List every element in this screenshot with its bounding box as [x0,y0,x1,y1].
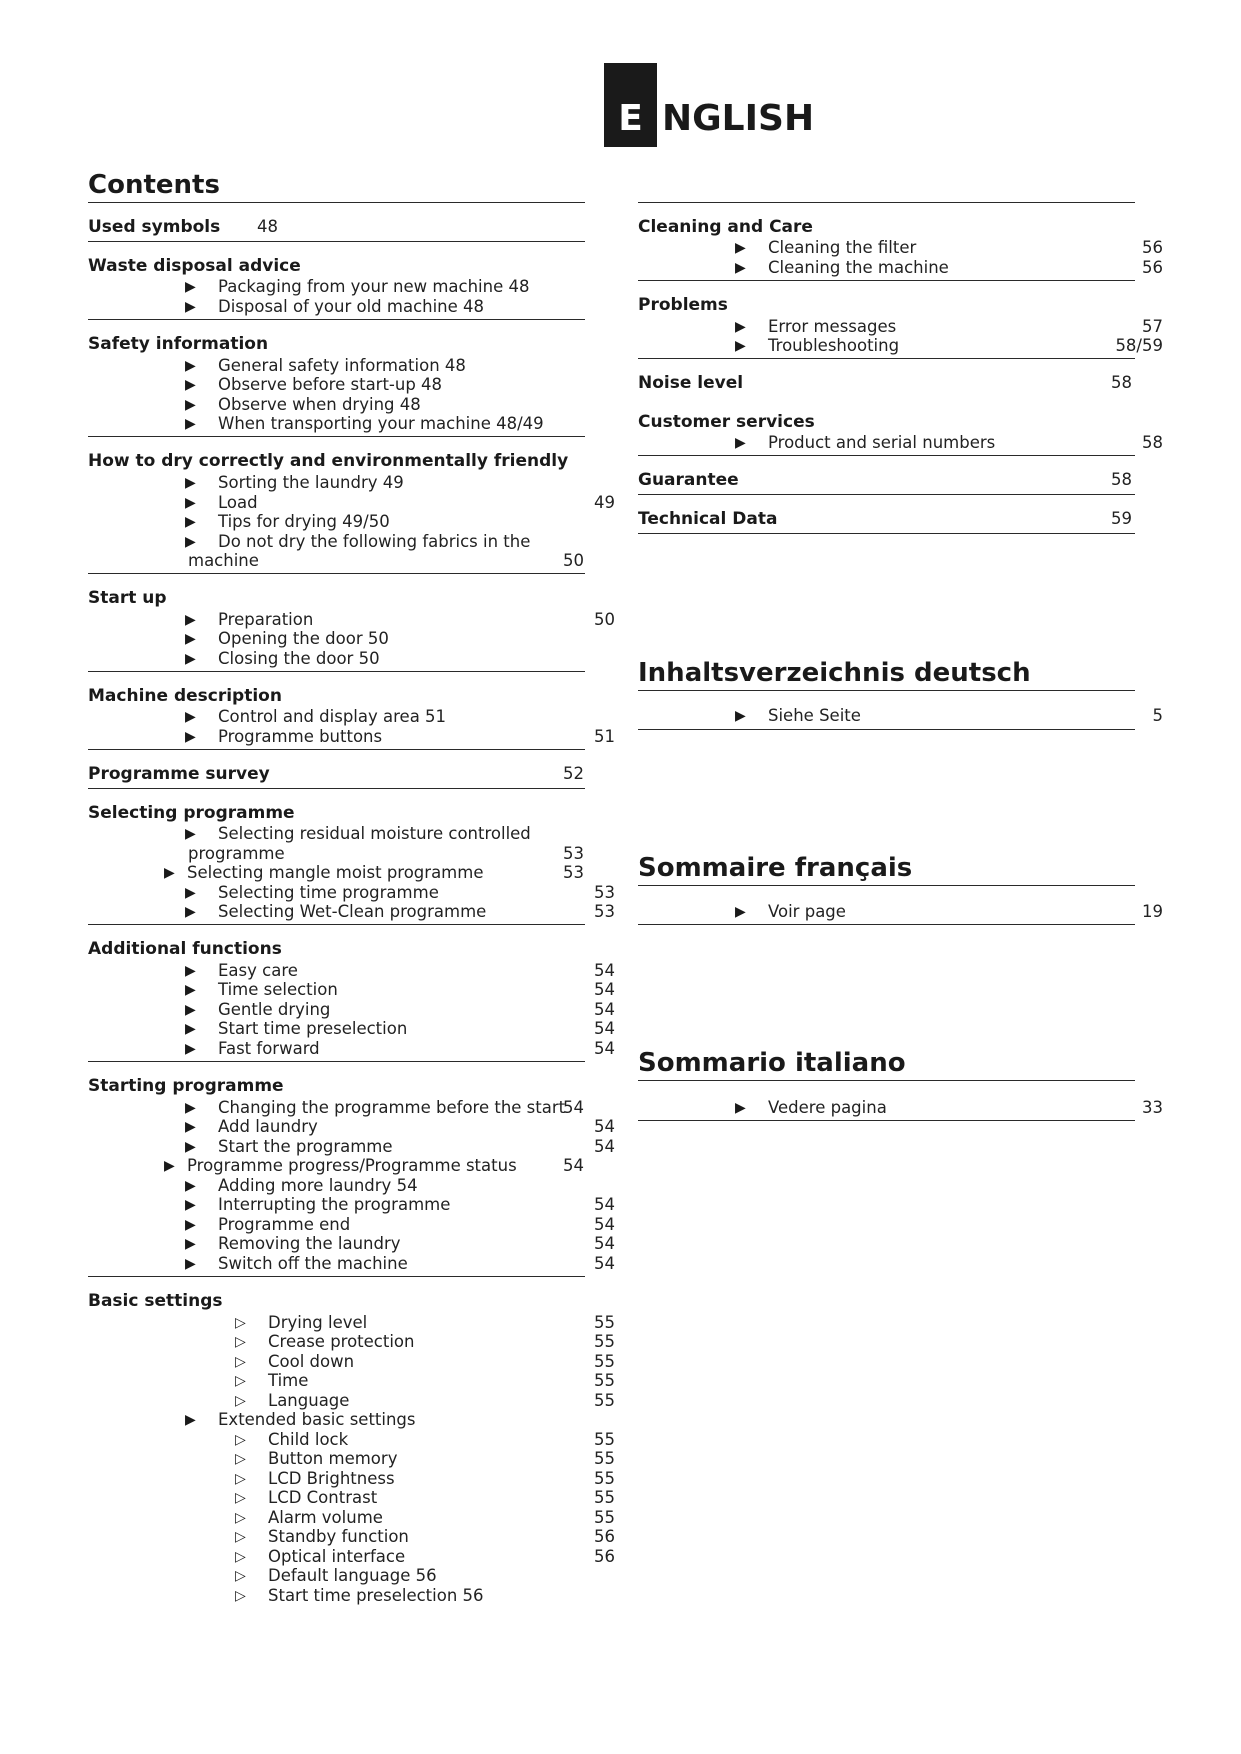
rule [638,494,1135,495]
toc-item[interactable]: Default language 56 [268,1566,437,1585]
toc-page: 54 [594,1254,615,1273]
toc-item[interactable]: Selecting mangle moist programme [187,863,484,882]
toc-page: 54 [594,961,615,980]
toc-item[interactable]: Selecting residual moisture controlled [218,824,531,843]
waste-disposal-heading: Waste disposal advice [88,256,301,276]
guarantee-label[interactable]: Guarantee [638,470,739,490]
toc-page: 58 [1111,470,1132,489]
toc-item[interactable]: Language [268,1391,350,1410]
contents-title: Contents [88,170,220,200]
rule [638,533,1135,534]
toc-page: 33 [1142,1098,1163,1117]
toc-item[interactable]: Observe when drying 48 [218,395,421,414]
toc-page: 58 [1142,433,1163,452]
noise-level-label[interactable]: Noise level [638,373,744,393]
toc-item[interactable]: Adding more laundry 54 [218,1176,418,1195]
toc-item[interactable]: Selecting time programme [218,883,439,902]
black-right-triangle-icon: ▶ [185,1139,196,1155]
toc-item-continuation: programme [188,844,285,863]
toc-page: 54 [594,1215,615,1234]
rule [638,885,1135,886]
rule [88,319,585,320]
rule [88,202,585,203]
rule [88,671,585,672]
toc-page: 53 [594,883,615,902]
toc-page: 55 [594,1469,615,1488]
toc-page: 55 [594,1313,615,1332]
black-right-triangle-icon: ▶ [185,299,196,315]
rule [638,358,1135,359]
black-right-triangle-icon: ▶ [735,435,746,451]
black-right-triangle-icon: ▶ [735,708,746,724]
technical-data-label[interactable]: Technical Data [638,509,778,529]
white-right-triangle-icon: ▷ [235,1588,246,1604]
toc-item[interactable]: Control and display area 51 [218,707,447,726]
toc-item[interactable]: Vedere pagina [768,1098,887,1117]
black-right-triangle-icon: ▶ [735,1100,746,1116]
used-symbols-label: Used symbols [88,217,221,237]
toc-page: 54 [594,1117,615,1136]
toc-page: 55 [594,1449,615,1468]
safety-heading: Safety information [88,334,269,354]
toc-page: 53 [563,863,584,882]
toc-page: 56 [594,1527,615,1546]
toc-item[interactable]: Voir page [768,902,846,921]
toc-page: 54 [563,1098,584,1117]
black-right-triangle-icon: ▶ [185,963,196,979]
toc-item[interactable]: When transporting your machine 48/49 [218,414,544,433]
toc-page: 56 [1142,258,1163,277]
toc-item-continuation: machine [188,551,259,570]
toc-item[interactable]: Troubleshooting [768,336,900,355]
black-right-triangle-icon: ▶ [185,709,196,725]
black-right-triangle-icon: ▶ [185,358,196,374]
white-right-triangle-icon: ▷ [235,1393,246,1409]
rule [638,455,1135,456]
toc-page: 58/59 [1115,336,1163,355]
italian-contents-title: Sommario italiano [638,1048,906,1078]
toc-item[interactable]: Packaging from your new machine 48 [218,277,530,296]
black-right-triangle-icon: ▶ [185,514,196,530]
black-right-triangle-icon: ▶ [185,1002,196,1018]
toc-item[interactable]: Easy care [218,961,298,980]
black-right-triangle-icon: ▶ [735,319,746,335]
toc-page: 55 [594,1430,615,1449]
toc-page: 50 [594,610,615,629]
black-right-triangle-icon: ▶ [185,397,196,413]
toc-item[interactable]: Siehe Seite [768,706,861,725]
toc-item[interactable]: Cleaning the filter [768,238,917,257]
white-right-triangle-icon: ▷ [235,1510,246,1526]
toc-page: 54 [594,1000,615,1019]
toc-page: 55 [594,1332,615,1351]
white-right-triangle-icon: ▷ [235,1471,246,1487]
rule [88,1061,585,1062]
toc-page: 55 [594,1508,615,1527]
toc-item[interactable]: General safety information 48 [218,356,466,375]
black-right-triangle-icon: ▶ [185,982,196,998]
toc-page: 53 [594,902,615,921]
black-right-triangle-icon: ▶ [735,338,746,354]
cleaning-heading: Cleaning and Care [638,217,813,237]
black-right-triangle-icon: ▶ [185,377,196,393]
white-right-triangle-icon: ▷ [235,1315,246,1331]
black-right-triangle-icon: ▶ [185,1178,196,1194]
black-right-triangle-icon: ▶ [185,279,196,295]
toc-item[interactable]: Removing the laundry [218,1234,401,1253]
rule [88,573,585,574]
toc-page: 58 [1111,373,1132,392]
machine-description-heading: Machine description [88,686,282,706]
toc-page: 56 [1142,238,1163,257]
black-right-triangle-icon: ▶ [185,904,196,920]
rule [88,241,585,242]
black-right-triangle-icon: ▶ [185,1236,196,1252]
start-up-heading: Start up [88,588,167,608]
black-right-triangle-icon: ▶ [185,729,196,745]
white-right-triangle-icon: ▷ [235,1373,246,1389]
starting-programme-heading: Starting programme [88,1076,284,1096]
toc-item[interactable]: Gentle drying [218,1000,331,1019]
black-right-triangle-icon: ▶ [735,260,746,276]
toc-item[interactable]: Start time preselection 56 [268,1586,484,1605]
black-right-triangle-icon: ▶ [185,885,196,901]
toc-page: 19 [1142,902,1163,921]
toc-item[interactable]: Product and serial numbers [768,433,996,452]
toc-item[interactable]: Programme progress/Programme status [187,1156,517,1175]
toc-page: 54 [563,1156,584,1175]
rule [88,749,585,750]
toc-item[interactable]: Opening the door 50 [218,629,389,648]
problems-heading: Problems [638,295,728,315]
toc-item[interactable]: Cleaning the machine [768,258,949,277]
toc-item[interactable]: Button memory [268,1449,398,1468]
toc-item[interactable]: Programme buttons [218,727,383,746]
black-right-triangle-icon: ▶ [185,534,196,550]
toc-item[interactable]: Changing the programme before the start [218,1098,566,1117]
black-right-triangle-icon: ▶ [185,1412,196,1428]
french-contents-title: Sommaire français [638,853,913,883]
toc-item[interactable]: Start time preselection [218,1019,408,1038]
black-right-triangle-icon: ▶ [185,826,196,842]
toc-item[interactable]: Cool down [268,1352,355,1371]
rule [638,924,1135,925]
rule [88,436,585,437]
white-right-triangle-icon: ▷ [235,1354,246,1370]
toc-page: 55 [594,1352,615,1371]
toc-page: 55 [594,1371,615,1390]
programme-survey-label[interactable]: Programme survey [88,764,270,784]
toc-item[interactable]: Observe before start-up 48 [218,375,443,394]
toc-page: 54 [594,980,615,999]
toc-item[interactable]: Alarm volume [268,1508,383,1527]
selecting-programme-heading: Selecting programme [88,803,295,823]
white-right-triangle-icon: ▷ [235,1451,246,1467]
toc-page: 54 [594,1019,615,1038]
black-right-triangle-icon: ▶ [185,1119,196,1135]
toc-item[interactable]: Crease protection [268,1332,415,1351]
toc-page: 55 [594,1391,615,1410]
white-right-triangle-icon: ▷ [235,1568,246,1584]
black-right-triangle-icon: ▶ [185,1197,196,1213]
rule [638,280,1135,281]
toc-page: 55 [594,1488,615,1507]
rule [638,1080,1135,1081]
used-symbols-page: 48 [257,217,278,236]
toc-page: 54 [594,1234,615,1253]
toc-item[interactable]: Fast forward [218,1039,320,1058]
toc-item[interactable]: Time [268,1371,309,1390]
black-right-triangle-icon: ▶ [185,475,196,491]
language-title: NGLISH [662,98,815,139]
black-right-triangle-icon: ▶ [735,904,746,920]
rule [638,202,1135,203]
white-right-triangle-icon: ▷ [235,1432,246,1448]
toc-page: 5 [1152,706,1163,725]
black-right-triangle-icon: ▶ [185,1041,196,1057]
german-contents-title: Inhaltsverzeichnis deutsch [638,658,1031,688]
black-right-triangle-icon: ▶ [185,495,196,511]
white-right-triangle-icon: ▷ [235,1490,246,1506]
toc-item[interactable]: Child lock [268,1430,349,1449]
toc-item[interactable]: Load [218,493,258,512]
toc-item[interactable]: Drying level [268,1313,368,1332]
rule [88,788,585,789]
toc-item[interactable]: Programme end [218,1215,351,1234]
toc-item[interactable]: Extended basic settings [218,1410,416,1429]
rule [638,690,1135,691]
how-to-dry-heading: How to dry correctly and environmentally friendly [88,451,569,471]
toc-item[interactable]: Tips for drying 49/50 [218,512,390,531]
toc-item[interactable]: Closing the door 50 [218,649,380,668]
toc-item[interactable]: Add laundry [218,1117,318,1136]
toc-page: 53 [563,844,584,863]
rule [638,1120,1135,1121]
rule [88,924,585,925]
black-right-triangle-icon: ▶ [185,416,196,432]
toc-item[interactable]: Start the programme [218,1137,393,1156]
basic-settings-heading: Basic settings [88,1291,223,1311]
toc-page: 54 [594,1039,615,1058]
customer-services-heading: Customer services [638,412,815,432]
white-right-triangle-icon: ▷ [235,1529,246,1545]
toc-item[interactable]: Standby function [268,1527,409,1546]
toc-page: 57 [1142,317,1163,336]
toc-item[interactable]: Switch off the machine [218,1254,408,1273]
toc-item[interactable]: Optical interface [268,1547,406,1566]
black-right-triangle-icon: ▶ [185,631,196,647]
toc-item[interactable]: Disposal of your old machine 48 [218,297,485,316]
black-right-triangle-icon: ▶ [185,612,196,628]
rule [638,729,1135,730]
additional-functions-heading: Additional functions [88,939,282,959]
toc-page: 50 [563,551,584,570]
black-right-triangle-icon: ▶ [735,240,746,256]
toc-item[interactable]: LCD Brightness [268,1469,395,1488]
toc-page: 54 [594,1137,615,1156]
toc-page: 56 [594,1547,615,1566]
toc-item[interactable]: Sorting the laundry 49 [218,473,404,492]
toc-page: 54 [594,1195,615,1214]
toc-page: 52 [563,764,584,783]
black-right-triangle-icon: ▶ [185,651,196,667]
toc-item[interactable]: Preparation [218,610,314,629]
toc-page: 49 [594,493,615,512]
toc-item[interactable]: Selecting Wet-Clean programme [218,902,487,921]
black-right-triangle-icon: ▶ [185,1256,196,1272]
toc-item[interactable]: LCD Contrast [268,1488,378,1507]
toc-item[interactable]: Interrupting the programme [218,1195,451,1214]
toc-page: 59 [1111,509,1132,528]
toc-item[interactable]: Error messages [768,317,897,336]
black-right-triangle-icon: ▶ [185,1217,196,1233]
white-right-triangle-icon: ▷ [235,1549,246,1565]
rule [88,1276,585,1277]
toc-item[interactable]: Do not dry the following fabrics in the [218,532,531,551]
black-right-triangle-icon: ▶ [164,1158,175,1174]
toc-item[interactable]: Time selection [218,980,338,999]
white-right-triangle-icon: ▷ [235,1334,246,1350]
black-right-triangle-icon: ▶ [185,1021,196,1037]
black-right-triangle-icon: ▶ [185,1100,196,1116]
language-initial: E [618,98,643,139]
toc-page: 51 [594,727,615,746]
black-right-triangle-icon: ▶ [164,865,175,881]
